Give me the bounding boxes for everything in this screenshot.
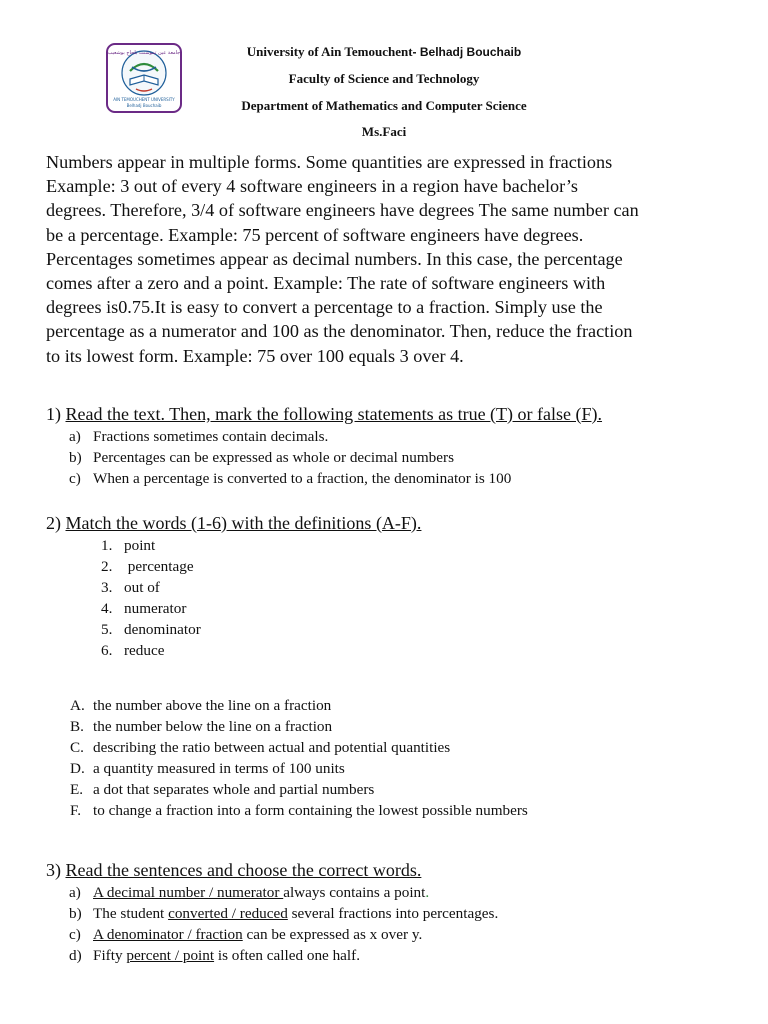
choice-options: percent / point: [126, 947, 215, 964]
question-3-heading: [46, 860, 421, 881]
department-name: Department of Mathematics and Computer Science: [241, 98, 527, 113]
intro-paragraph: [46, 150, 736, 368]
intro-line: degrees. Therefore, 3/4 of software engineers have degrees The same number can: [46, 200, 639, 221]
question-title: Match the words (1-6) with the definitions (A-F).: [65, 513, 422, 533]
teacher-name: Ms.Faci: [361, 124, 407, 139]
list-item: b) Percentages can be expressed as whole or decimal numbers: [69, 449, 454, 466]
question-1-heading: [46, 404, 602, 425]
word-item: 1. point: [101, 537, 156, 554]
definition-item: D. a quantity measured in terms of 100 units: [70, 760, 345, 777]
sentence-item: d) Fifty percent / point is often called one half.: [69, 947, 360, 964]
definition-item: E. a dot that separates whole and partial numbers: [70, 781, 375, 798]
intro-line: comes after a zero and a point. Example: The rate of software engineers with: [46, 273, 606, 294]
question-number: 1): [46, 404, 61, 424]
intro-line: degrees is0.75.It is easy to convert a percentage to a fraction. Simply use the: [46, 297, 603, 318]
question-2-heading: [46, 513, 421, 534]
choice-options: A denominator / fraction: [93, 926, 243, 943]
word-item: 2. percentage: [101, 558, 194, 575]
list-item: a) Fractions sometimes contain decimals.: [69, 428, 329, 445]
question-number: 2): [46, 513, 61, 533]
university-name: [200, 44, 568, 60]
question-number: 3): [46, 860, 61, 880]
question-title: Read the sentences and choose the correct words.: [65, 860, 422, 880]
intro-line: be a percentage. Example: 75 percent of software engineers have degrees.: [46, 224, 584, 245]
word-item: 5. denominator: [101, 621, 201, 638]
definition-item: A. the number above the line on a fraction: [70, 697, 332, 714]
intro-line: percentage as a numerator and 100 as the denominator. Then, reduce the fraction: [46, 321, 633, 342]
list-item: c) When a percentage is converted to a fraction, the denominator is 100: [69, 470, 512, 487]
university-title: University of Ain Temouchent: [246, 44, 413, 59]
intro-line: Percentages sometimes appear as decimal numbers. In this case, the percentage: [46, 248, 623, 269]
logo-name-line2: Belhadj Bouchaib: [126, 103, 162, 108]
sentence-item: a) A decimal number / numerator always contains a point.: [69, 884, 430, 901]
word-item: 3. out of: [101, 579, 160, 596]
choice-options: A decimal number / numerator: [93, 884, 284, 901]
word-item: 4. numerator: [101, 600, 187, 617]
intro-line: to its lowest form. Example: 75 over 100 equals 3 over 4.: [46, 345, 464, 366]
logo-name-line1: AIN TEMOUCHENT UNIVERSITY: [113, 97, 175, 102]
definition-item: F. to change a fraction into a form containing the lowest possible numbers: [70, 802, 528, 819]
word-item: 6. reduce: [101, 642, 165, 659]
intro-line: Numbers appear in multiple forms. Some quantities are expressed in fractions: [46, 152, 613, 172]
university-logo: [106, 43, 182, 113]
choice-options: converted / reduced: [168, 905, 288, 922]
faculty-name: Faculty of Science and Technology: [288, 71, 480, 86]
definition-item: C. describing the ratio between actual and potential quantities: [70, 739, 451, 756]
definition-item: B. the number below the line on a fraction: [70, 718, 333, 735]
intro-line: Example: 3 out of every 4 software engineers in a region have bachelor’s: [46, 176, 578, 197]
university-suffix: - Belhadj Bouchaib: [412, 45, 522, 59]
logo-arabic-text: جامعة عين تموشنت بلحاج بوشعيب: [108, 50, 180, 56]
sentence-item: b) The student converted / reduced several fractions into percentages.: [69, 905, 499, 922]
sentence-item: c) A denominator / fraction can be expressed as x over y.: [69, 926, 423, 943]
question-title: Read the text. Then, mark the following statements as true (T) or false (F).: [65, 404, 603, 424]
